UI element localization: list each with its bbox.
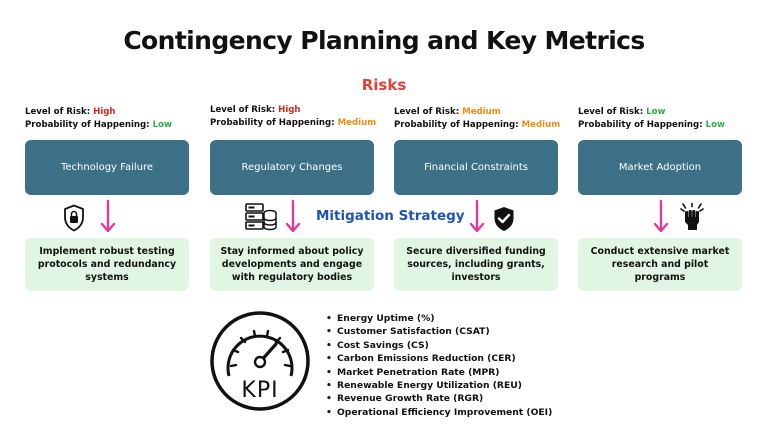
mitigation-box: Implement robust testing protocols and redundancy systems	[25, 238, 189, 291]
kpi-gauge-icon	[209, 310, 311, 412]
mitigation-box: Secure diversified funding sources, including grants, investors	[394, 238, 558, 291]
page-title: Contingency Planning and Key Metrics	[123, 26, 645, 55]
kpi-list	[326, 312, 552, 419]
risk-info: Level of Risk: High Probability of Happening: Medium	[210, 105, 377, 128]
risk-box: Market Adoption	[578, 140, 742, 195]
kpi-item: • Renewable Energy Utilization (REU)	[326, 379, 552, 392]
kpi-item: • Energy Uptime (%)	[326, 312, 552, 325]
risk-probability-value: Low	[705, 120, 725, 130]
down-arrow-icon	[100, 200, 116, 234]
mitigation-strategy-heading: Mitigation Strategy	[316, 208, 465, 224]
risk-probability-value: Medium	[521, 120, 561, 130]
risk-box: Regulatory Changes	[210, 140, 374, 195]
risk-probability-value: Medium	[337, 118, 377, 128]
down-arrow-icon	[469, 200, 485, 234]
kpi-item: • Customer Satisfaction (CSAT)	[326, 325, 552, 338]
raised-fist-icon	[679, 203, 705, 231]
down-arrow-icon	[653, 200, 669, 234]
kpi-item: • Operational Efficiency Improvement (OEI)	[326, 406, 552, 419]
risk-info: Level of Risk: Low Probability of Happening: Low	[578, 107, 725, 130]
mitigation-box: Conduct extensive market research and pilot programs	[578, 238, 742, 291]
kpi-item: • Carbon Emissions Reduction (CER)	[326, 352, 552, 365]
risk-probability-value: Low	[152, 120, 172, 130]
risk-info: Level of Risk: High Probability of Happening: Low	[25, 107, 172, 130]
risk-info: Level of Risk: Medium Probability of Happening: Medium	[394, 107, 561, 130]
mitigation-box: Stay informed about policy developments and engage with regulatory bodies	[210, 238, 374, 291]
kpi-item: • Market Penetration Rate (MPR)	[326, 366, 552, 379]
risk-box: Technology Failure	[25, 140, 189, 195]
risk-box: Financial Constraints	[394, 140, 558, 195]
risk-level-value: High	[93, 107, 116, 117]
kpi-item: • Revenue Growth Rate (RGR)	[326, 392, 552, 405]
risk-level-value: High	[278, 105, 301, 115]
kpi-item: • Cost Savings (CS)	[326, 339, 552, 352]
down-arrow-icon	[285, 200, 301, 234]
lock-shield-icon	[63, 204, 85, 232]
risks-heading: Risks	[361, 76, 407, 94]
shield-check-icon	[493, 206, 515, 232]
risk-level-value: Low	[646, 107, 666, 117]
kpi-badge-label: KPI	[241, 378, 279, 403]
server-database-icon	[245, 202, 277, 232]
risk-level-value: Medium	[462, 107, 501, 117]
